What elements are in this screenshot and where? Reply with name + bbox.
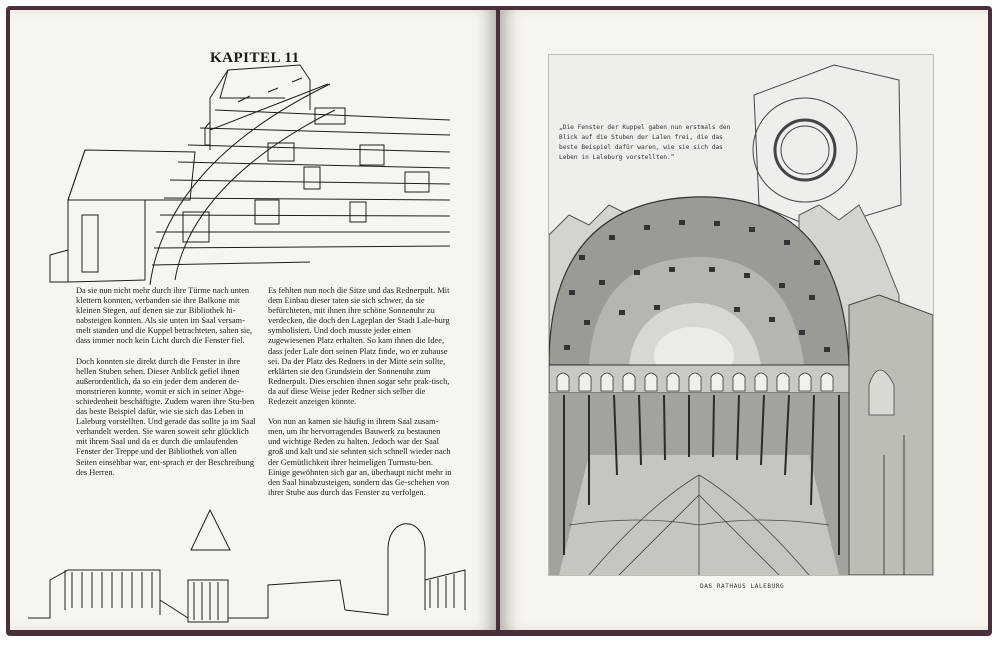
triangle-shape — [191, 510, 230, 550]
etching-caption: DAS RATHAUS LALEBURG — [700, 583, 785, 590]
book-spread — [6, 6, 992, 636]
paragraph: Von nun an kamen sie häufig in ihrem Saal zusam-men, um ihr hervorragendes Bauwerk zu bestaunen und wichtige Reden zu halten. Jedoch war der Saal groß und kalt und sie sehnten sich schnell wieder nach der Gemütlichkeit ihrer heimeligen Turmstu-ben. Einige gewöhnten sich gar an, überhaupt nicht mehr in den Saal hinabzusteigen, sondern das Ge-schehen von ihrer Stube aus durch das Fenster zu verfolgen. — [268, 417, 452, 497]
text-column-right — [268, 286, 452, 508]
etching-quote: „Die Fenster der Kuppel gaben nun erstmals den Blick auf die Stuben der Lalen frei, die das beste Beispiel dafür waren, wie sie sich das Leben in Laleburg vorstellten.“ — [559, 124, 731, 161]
chapter-title: KAPITEL 11 — [210, 50, 300, 66]
right-page — [500, 10, 988, 630]
paragraph: Es fehlten nun noch die Sitze und das Rednerpult. Mit dem Einbau dieser taten sie sich schwer, da sie befürchteten, mit ihnen ihre schöne Sonnenuhr zu verdecken, die doch den Lageplan der Stadt Lale-burg symbolisiert. Und doch musste jeder einen zugewiesenen Platz erhalten. So kam ihnen die Idee, dass jeder Lale dort seinen Platz finde, wo er zuhause sei. Da der Platz des Redners in der Mitte sein sollte, erklärten sie den Grundstein der Sonnenuhr zum Rednerpult. Dies erschien ihnen sogar sehr prak-tisch, da auf diese Weise jeder Redner sich selber die Redezeit anzeigen könnte. — [268, 286, 450, 407]
paragraph: Doch konnten sie direkt durch die Fenster in ihre hellen Stuben sehen. Dieser Anblick gefiel ihnen außerordentlich, da so ein jeder dem anderen de-monstrieren konnte, womit er sich in seiner Abge-schiedenheit beschäftigte. Zudem waren ihre Stu-ben das beste Beispiel dafür, wie sie sich das Leben in Laleburg vorstellten. Und gerade das sollte ja im Saal verhandelt werden. Sie waren soweit sehr glücklich mit ihrem Saal und da er durch die umlaufenden Fenster der Treppe und der Bibliothek von allen Seiten einsehbar war, ent-sprach er der Beschreibung des Herren. — [76, 356, 256, 477]
left-page — [10, 10, 496, 630]
text-column-left — [76, 286, 256, 488]
etching-illustration — [548, 54, 934, 576]
paragraph: Da sie nun nicht mehr durch ihre Türme nach unten klettern konnten, verbanden sie ihre Balkone mit kleinen Stegen, auf denen sie zur Bibliothek hi-nabsteigen konnten. Als sie unten im Saal versam-melt standen und die Kuppel betrachteten, sahen sie, dass immer noch kein Licht durch die Fenster fiel. — [76, 286, 253, 346]
